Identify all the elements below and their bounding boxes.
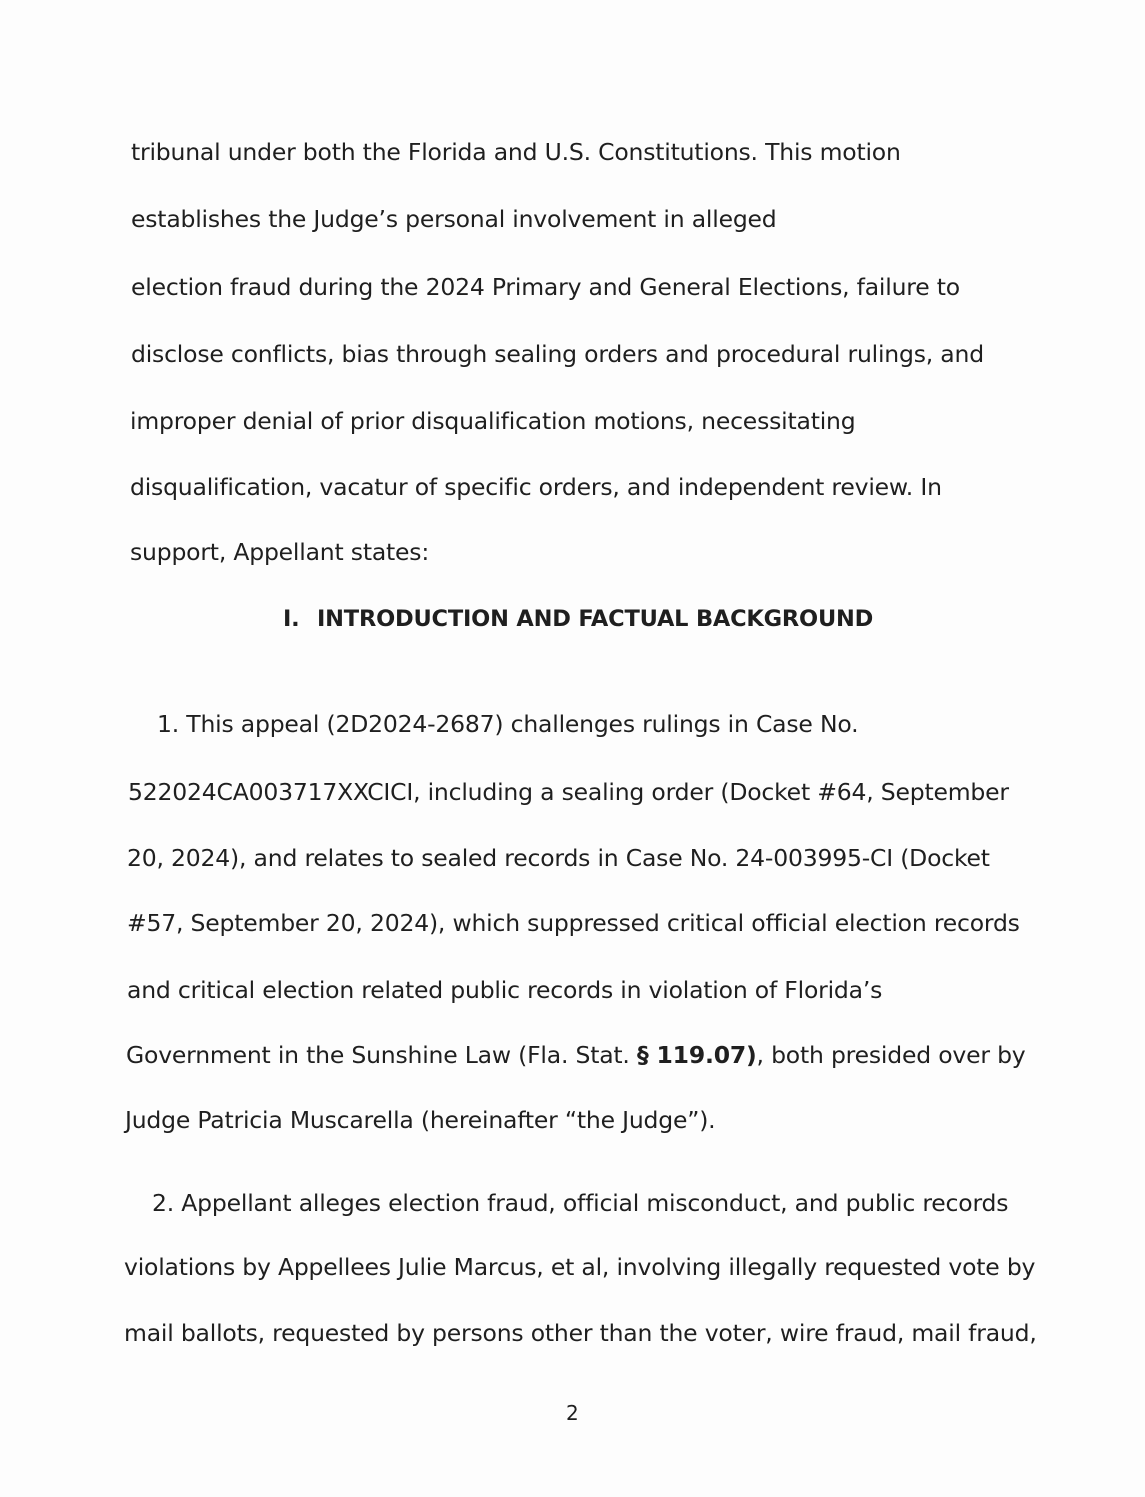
intro-line-3: election fraud during the 2024 Primary and General Elections, failure to: [131, 273, 960, 301]
statute-citation: § 119.07): [636, 1041, 757, 1069]
intro-line-6: disqualification, vacatur of specific orders, and independent review. In: [130, 473, 942, 501]
para1-line-6: [126, 1040, 1026, 1070]
intro-line-4: disclose conflicts, bias through sealing orders and procedural rulings, and: [131, 340, 984, 368]
section-number: I.: [283, 606, 300, 632]
para2-line-1: 2. Appellant alleges election fraud, official misconduct, and public records: [152, 1189, 1009, 1217]
para1-line-7: Judge Patricia Muscarella (hereinafter “the Judge”).: [125, 1106, 716, 1134]
section-title: INTRODUCTION AND FACTUAL BACKGROUND: [317, 606, 874, 632]
para1-line-5: and critical election related public records in violation of Florida’s: [127, 976, 883, 1004]
intro-line-1: tribunal under both the Florida and U.S. Constitutions. This motion: [131, 138, 901, 166]
intro-line-7: support, Appellant states:: [130, 538, 430, 566]
para1-line-2: 522024CA003717XXCICI, including a sealing order (Docket #64, September: [128, 778, 1009, 806]
para2-line-2: violations by Appellees Julie Marcus, et al, involving illegally requested vote by: [124, 1253, 1036, 1281]
para1-line-6-tail: , both presided over by: [756, 1041, 1026, 1069]
intro-line-5: improper denial of prior disqualification motions, necessitating: [130, 407, 856, 435]
para1-line-6-text: Government in the Sunshine Law (Fla. Stat.: [126, 1041, 637, 1069]
para1-line-3: 20, 2024), and relates to sealed records in Case No. 24-003995-CI (Docket: [127, 844, 990, 872]
para1-line-1: 1. This appeal (2D2024-2687) challenges rulings in Case No.: [157, 710, 859, 738]
page-number: 2: [566, 1401, 579, 1425]
para1-line-4: #57, September 20, 2024), which suppressed critical official election records: [127, 909, 1020, 937]
para2-line-3: mail ballots, requested by persons other than the voter, wire fraud, mail fraud,: [124, 1319, 1037, 1347]
intro-line-2: establishes the Judge’s personal involvement in alleged: [131, 205, 777, 233]
section-heading: [283, 604, 873, 634]
